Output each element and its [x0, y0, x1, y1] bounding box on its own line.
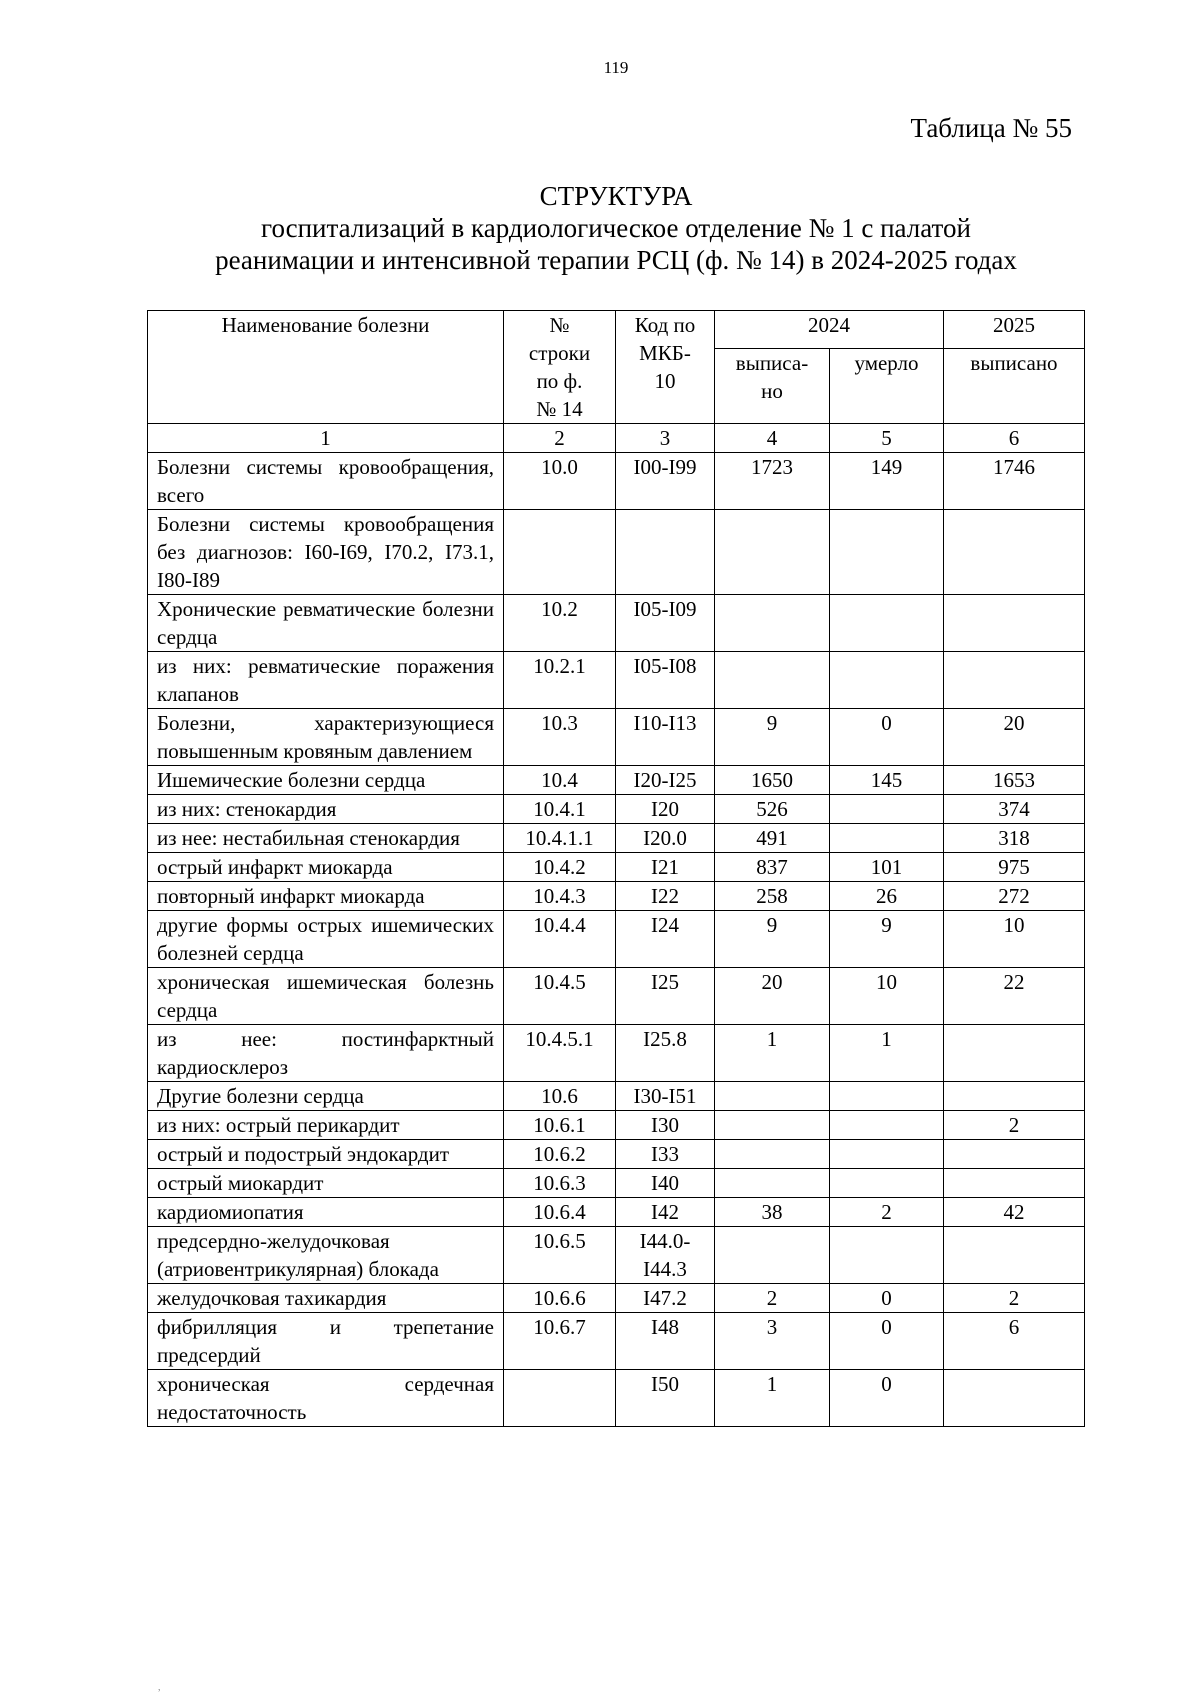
disease-name-cell: фибрилляция и трепетание предсердий: [148, 1313, 504, 1370]
died-2024-cell: 10: [830, 968, 944, 1025]
died-2024-cell: 101: [830, 853, 944, 882]
document-title: СТРУКТУРА: [539, 181, 693, 211]
disease-name-cell: острый и подострый эндокардит: [148, 1140, 504, 1169]
column-number: 6: [944, 424, 1085, 453]
discharged-2025-cell: 1746: [944, 453, 1085, 510]
died-2024-cell: [830, 1111, 944, 1140]
died-2024-cell: [830, 595, 944, 652]
row-number-cell: 10.4.2: [504, 853, 616, 882]
column-number: 2: [504, 424, 616, 453]
died-2024-cell: 0: [830, 1370, 944, 1427]
table-row: [148, 911, 1085, 968]
table-row: [148, 853, 1085, 882]
disease-name-cell: повторный инфаркт миокарда: [148, 882, 504, 911]
icd-code-cell: I44.0-I44.3: [616, 1227, 715, 1284]
died-2024-cell: [830, 1082, 944, 1111]
row-number-cell: 10.2.1: [504, 652, 616, 709]
discharged-2024-cell: 1: [715, 1025, 830, 1082]
died-2024-cell: 1: [830, 1025, 944, 1082]
table-row: [148, 709, 1085, 766]
disease-name-cell: Болезни системы кровообращения, всего: [148, 453, 504, 510]
table-row: [148, 510, 1085, 595]
discharged-2025-cell: 272: [944, 882, 1085, 911]
hospitalization-table: [147, 310, 1085, 1427]
icd-code-cell: I42: [616, 1198, 715, 1227]
disease-name-cell: хроническая сердечная недостаточность: [148, 1370, 504, 1427]
died-2024-cell: 145: [830, 766, 944, 795]
disease-name-cell: из них: острый перикардит: [148, 1111, 504, 1140]
died-2024-cell: 2: [830, 1198, 944, 1227]
column-number: 4: [715, 424, 830, 453]
discharged-2024-cell: [715, 1227, 830, 1284]
icd-code-cell: I50: [616, 1370, 715, 1427]
row-number-cell: [504, 1370, 616, 1427]
icd-code-cell: I05-I09: [616, 595, 715, 652]
icd-code-cell: I40: [616, 1169, 715, 1198]
discharged-2025-cell: [944, 1370, 1085, 1427]
row-number-cell: [504, 510, 616, 595]
discharged-2024-cell: 491: [715, 824, 830, 853]
row-number-cell: 10.6.6: [504, 1284, 616, 1313]
table-body: [148, 453, 1085, 1427]
disease-name-cell: из нее: нестабильная стенокардия: [148, 824, 504, 853]
discharged-2024-cell: 9: [715, 911, 830, 968]
table-row: [148, 1140, 1085, 1169]
disease-name-cell: желудочковая тахикардия: [148, 1284, 504, 1313]
table-row: [148, 1025, 1085, 1082]
icd-code-cell: I20.0: [616, 824, 715, 853]
discharged-2025-cell: 22: [944, 968, 1085, 1025]
discharged-2024-cell: 258: [715, 882, 830, 911]
disease-name-cell: Хронические ревматические болезни сердца: [148, 595, 504, 652]
discharged-2025-cell: 318: [944, 824, 1085, 853]
icd-code-cell: I20-I25: [616, 766, 715, 795]
header-disease-name: Наименование болезни: [148, 311, 504, 424]
discharged-2024-cell: [715, 595, 830, 652]
died-2024-cell: 26: [830, 882, 944, 911]
discharged-2024-cell: 837: [715, 853, 830, 882]
discharged-2025-cell: [944, 652, 1085, 709]
icd-code-cell: [616, 510, 715, 595]
row-number-cell: 10.3: [504, 709, 616, 766]
table-row: [148, 1169, 1085, 1198]
disease-name-cell: Болезни системы кровообращения без диагнозов: I60-I69, I70.2, I73.1, I80-I89: [148, 510, 504, 595]
icd-code-cell: I25: [616, 968, 715, 1025]
icd-code-cell: I00-I99: [616, 453, 715, 510]
discharged-2025-cell: [944, 1169, 1085, 1198]
header-year-2025: 2025: [944, 311, 1085, 349]
row-number-cell: 10.6.2: [504, 1140, 616, 1169]
discharged-2025-cell: [944, 1140, 1085, 1169]
table-row: [148, 1082, 1085, 1111]
discharged-2025-cell: [944, 1227, 1085, 1284]
table-row: [148, 595, 1085, 652]
discharged-2025-cell: 374: [944, 795, 1085, 824]
discharged-2024-cell: [715, 1111, 830, 1140]
row-number-cell: 10.4.1: [504, 795, 616, 824]
icd-code-cell: I22: [616, 882, 715, 911]
discharged-2025-cell: 20: [944, 709, 1085, 766]
table-number: Таблица № 55: [910, 113, 1072, 143]
scan-mark: ,: [158, 1682, 161, 1693]
column-number-row: [148, 424, 1085, 453]
icd-code-cell: I05-I08: [616, 652, 715, 709]
discharged-2025-cell: 10: [944, 911, 1085, 968]
discharged-2024-cell: [715, 1169, 830, 1198]
died-2024-cell: [830, 1227, 944, 1284]
disease-name-cell: Ишемические болезни сердца: [148, 766, 504, 795]
row-number-cell: 10.4.1.1: [504, 824, 616, 853]
discharged-2024-cell: 38: [715, 1198, 830, 1227]
discharged-2024-cell: [715, 510, 830, 595]
row-number-cell: 10.4.5: [504, 968, 616, 1025]
disease-name-cell: кардиомиопатия: [148, 1198, 504, 1227]
died-2024-cell: [830, 652, 944, 709]
died-2024-cell: [830, 824, 944, 853]
discharged-2024-cell: 1723: [715, 453, 830, 510]
table-row: [148, 652, 1085, 709]
disease-name-cell: Другие болезни сердца: [148, 1082, 504, 1111]
table-row: [148, 1284, 1085, 1313]
subtitle-line: реанимации и интенсивной терапии РСЦ (ф. № 14) в 2024-2025 годах: [215, 245, 1017, 275]
header-row: [148, 311, 1085, 349]
header-discharged-2025: выписано: [944, 349, 1085, 424]
row-number-cell: 10.4: [504, 766, 616, 795]
discharged-2025-cell: [944, 1025, 1085, 1082]
table-row: [148, 882, 1085, 911]
row-number-cell: 10.4.5.1: [504, 1025, 616, 1082]
table-row: [148, 1313, 1085, 1370]
icd-code-cell: I25.8: [616, 1025, 715, 1082]
died-2024-cell: [830, 795, 944, 824]
discharged-2024-cell: 2: [715, 1284, 830, 1313]
discharged-2025-cell: 1653: [944, 766, 1085, 795]
disease-name-cell: предсердно-желудочковая (атриовентрикулярная) блокада: [148, 1227, 504, 1284]
discharged-2025-cell: [944, 595, 1085, 652]
discharged-2024-cell: 526: [715, 795, 830, 824]
died-2024-cell: [830, 510, 944, 595]
row-number-cell: 10.4.3: [504, 882, 616, 911]
table-row: [148, 1111, 1085, 1140]
discharged-2024-cell: [715, 1140, 830, 1169]
row-number-cell: 10.4.4: [504, 911, 616, 968]
discharged-2025-cell: 975: [944, 853, 1085, 882]
discharged-2025-cell: 2: [944, 1284, 1085, 1313]
died-2024-cell: 9: [830, 911, 944, 968]
table-row: [148, 1370, 1085, 1427]
died-2024-cell: [830, 1140, 944, 1169]
disease-name-cell: Болезни, характеризующиеся повышенным кровяным давлением: [148, 709, 504, 766]
disease-name-cell: из них: ревматические поражения клапанов: [148, 652, 504, 709]
disease-name-cell: из нее: постинфарктный кардиосклероз: [148, 1025, 504, 1082]
row-number-cell: 10.6: [504, 1082, 616, 1111]
icd-code-cell: I47.2: [616, 1284, 715, 1313]
row-number-cell: 10.0: [504, 453, 616, 510]
table-row: [148, 795, 1085, 824]
icd-code-cell: I48: [616, 1313, 715, 1370]
header-icd-code: Код по МКБ- 10: [616, 311, 715, 424]
header-year-2024: 2024: [715, 311, 944, 349]
column-number: 3: [616, 424, 715, 453]
discharged-2024-cell: 1650: [715, 766, 830, 795]
discharged-2025-cell: [944, 1082, 1085, 1111]
row-number-cell: 10.6.3: [504, 1169, 616, 1198]
discharged-2024-cell: 9: [715, 709, 830, 766]
row-number-cell: 10.6.7: [504, 1313, 616, 1370]
discharged-2024-cell: [715, 1082, 830, 1111]
column-number: 1: [148, 424, 504, 453]
icd-code-cell: I33: [616, 1140, 715, 1169]
icd-code-cell: I21: [616, 853, 715, 882]
icd-code-cell: I30: [616, 1111, 715, 1140]
disease-name-cell: острый миокардит: [148, 1169, 504, 1198]
disease-name-cell: острый инфаркт миокарда: [148, 853, 504, 882]
row-number-cell: 10.2: [504, 595, 616, 652]
discharged-2024-cell: 3: [715, 1313, 830, 1370]
page-number: 119: [603, 58, 629, 77]
table-row: [148, 1198, 1085, 1227]
row-number-cell: 10.6.5: [504, 1227, 616, 1284]
table-row: [148, 766, 1085, 795]
row-number-cell: 10.6.4: [504, 1198, 616, 1227]
icd-code-cell: I30-I51: [616, 1082, 715, 1111]
header-died-2024: умерло: [830, 349, 944, 424]
icd-code-cell: I24: [616, 911, 715, 968]
column-number: 5: [830, 424, 944, 453]
discharged-2025-cell: [944, 510, 1085, 595]
discharged-2024-cell: 1: [715, 1370, 830, 1427]
header-discharged-2024: выписа- но: [715, 349, 830, 424]
disease-name-cell: другие формы острых ишемических болезней сердца: [148, 911, 504, 968]
icd-code-cell: I10-I13: [616, 709, 715, 766]
subtitle-line: госпитализаций в кардиологическое отделение № 1 с палатой: [261, 213, 971, 243]
died-2024-cell: 0: [830, 1313, 944, 1370]
table-row: [148, 1227, 1085, 1284]
table-row: [148, 824, 1085, 853]
discharged-2024-cell: 20: [715, 968, 830, 1025]
document-subtitle: [0, 212, 1200, 276]
died-2024-cell: 149: [830, 453, 944, 510]
died-2024-cell: 0: [830, 709, 944, 766]
table-row: [148, 968, 1085, 1025]
table-row: [148, 453, 1085, 510]
icd-code-cell: I20: [616, 795, 715, 824]
discharged-2025-cell: 6: [944, 1313, 1085, 1370]
disease-name-cell: хроническая ишемическая болезнь сердца: [148, 968, 504, 1025]
died-2024-cell: 0: [830, 1284, 944, 1313]
header-row-number: № строки по ф. № 14: [504, 311, 616, 424]
discharged-2024-cell: [715, 652, 830, 709]
row-number-cell: 10.6.1: [504, 1111, 616, 1140]
disease-name-cell: из них: стенокардия: [148, 795, 504, 824]
discharged-2025-cell: 42: [944, 1198, 1085, 1227]
died-2024-cell: [830, 1169, 944, 1198]
discharged-2025-cell: 2: [944, 1111, 1085, 1140]
